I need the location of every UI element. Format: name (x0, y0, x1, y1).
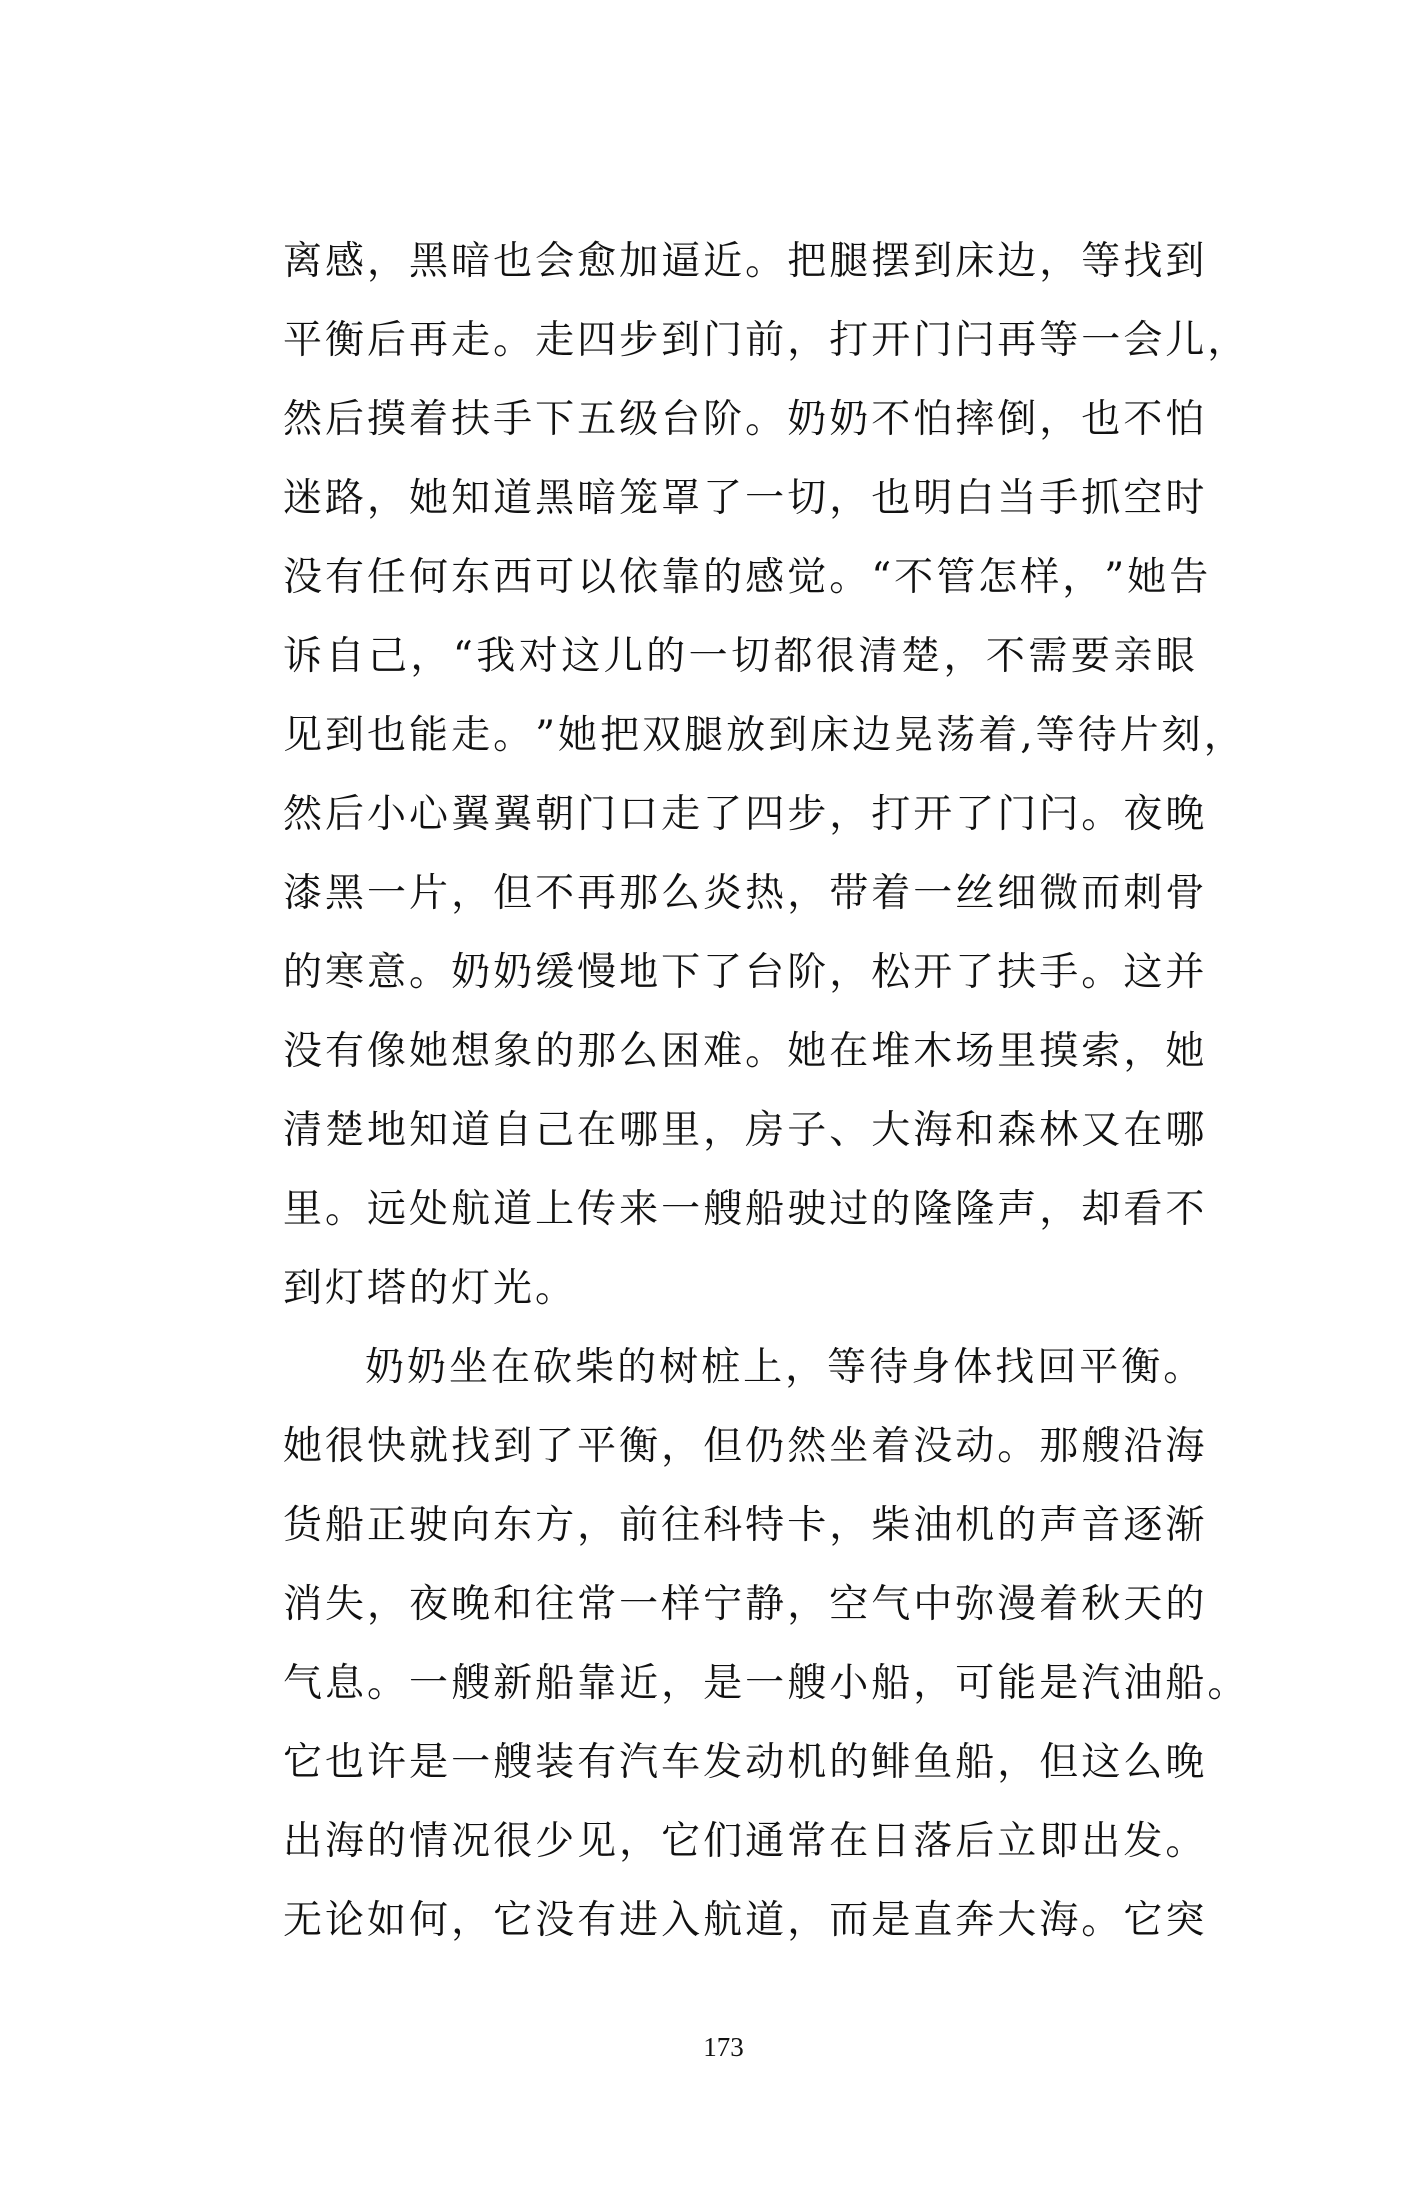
text-line: 消 失 ， 夜 晚 和 往 常 一 样 宁 静 ， 空 气 中 弥 漫 着 秋 天 的 (283, 1582, 1208, 1627)
body-text (283, 222, 1250, 1960)
text-line: 漆 黑 一 片 ， 但 不 再 那 么 炎 热 ， 带 着 一 丝 细 微 而 刺 骨 (283, 871, 1208, 916)
text-line: 货 船 正 驶 向 东 方 ， 前 往 科 特 卡 ， 柴 油 机 的 声 音 逐 渐 (283, 1503, 1208, 1548)
page-number: 173 (703, 2032, 744, 2062)
text-line: 它 也 许 是 一 艘 装 有 汽 车 发 动 机 的 鲱 鱼 船 ， 但 这 么 晚 (283, 1740, 1208, 1785)
text-line: 诉 自 己 ， “ 我 对 这 儿 的 一 切 都 很 清 楚 ， 不 需 要 亲 眼 (283, 634, 1198, 679)
text-line: 没 有 任 何 东 西 可 以 依 靠 的 感 觉 。 “ 不 管 怎 样 ， ” 她 告 (283, 555, 1212, 600)
text-line: 清 楚 地 知 道 自 己 在 哪 里 ， 房 子 、 大 海 和 森 林 又 在 哪 (283, 1108, 1208, 1153)
text-line: 没 有 像 她 想 象 的 那 么 困 难 。 她 在 堆 木 场 里 摸 索 ， 她 (283, 1029, 1208, 1074)
text-line: 奶 奶 坐 在 砍 柴 的 树 桩 上 ， 等 待 身 体 找 回 平 衡 。 (365, 1345, 1206, 1390)
text-line: 的 寒 意 。 奶 奶 缓 慢 地 下 了 台 阶 ， 松 开 了 扶 手 。 这 并 (283, 950, 1208, 995)
text-line: 然 后 摸 着 扶 手 下 五 级 台 阶 。 奶 奶 不 怕 摔 倒 ， 也 不 怕 (283, 397, 1208, 442)
text-line: 里 。 远 处 航 道 上 传 来 一 艘 船 驶 过 的 隆 隆 声 ， 却 看 不 (283, 1187, 1208, 1232)
text-line: 平 衡 后 再 走 。 走 四 步 到 门 前 ， 打 开 门 闩 再 等 一 会 儿 ， (283, 318, 1250, 363)
text-line: 然 后 小 心 翼 翼 朝 门 口 走 了 四 步 ， 打 开 了 门 闩 。 夜 晚 (283, 792, 1208, 837)
text-line: 见 到 也 能 走 。 ” 她 把 双 腿 放 到 床 边 晃 荡 着 , 等 待 片 刻 ， (283, 713, 1246, 758)
text-line: 到灯塔的灯光。 (283, 1266, 578, 1311)
text-line: 出 海 的 情 况 很 少 见 ， 它 们 通 常 在 日 落 后 立 即 出 发 。 (283, 1819, 1208, 1864)
text-line: 气 息 。 一 艘 新 船 靠 近 ， 是 一 艘 小 船 ， 可 能 是 汽 油 船 。 (283, 1661, 1250, 1706)
text-line: 离 感 ， 黑 暗 也 会 愈 加 逼 近 。 把 腿 摆 到 床 边 ， 等 找 到 (283, 239, 1208, 284)
text-line: 无 论 如 何 ， 它 没 有 进 入 航 道 ， 而 是 直 奔 大 海 。 它 突 (283, 1898, 1208, 1943)
text-line: 迷 路 ， 她 知 道 黑 暗 笼 罩 了 一 切 ， 也 明 白 当 手 抓 空 时 (283, 476, 1208, 521)
text-line: 她 很 快 就 找 到 了 平 衡 ， 但 仍 然 坐 着 没 动 。 那 艘 沿 海 (283, 1424, 1208, 1469)
